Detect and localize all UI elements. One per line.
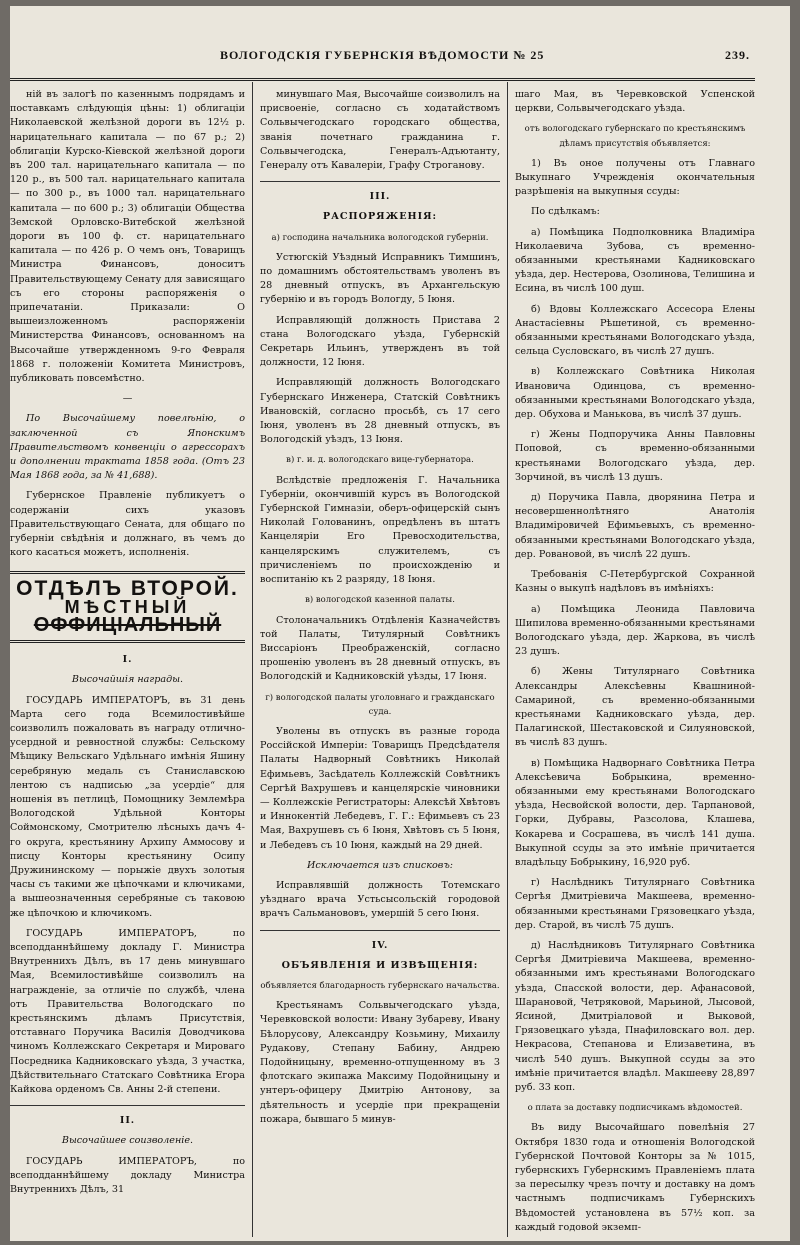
column-3 bbox=[515, 88, 755, 1238]
section-title-block bbox=[10, 571, 245, 644]
paragraph: а) Помѣщика Леонида Павловича Шипилова временно-обязанными крестьянами Вологодскаго уѣзда, дер. Жаркова, въ числѣ 23 душъ. bbox=[515, 603, 755, 658]
header-rule bbox=[10, 78, 755, 81]
paragraph: шаго Мая, въ Черевковской Успенской церкви, Сольвычегодскаго уѣзда. bbox=[515, 89, 755, 115]
paragraph: Требованія С-Петербургской Сохранной Казны о выкупѣ надѣловъ въ имѣніяхъ: bbox=[515, 569, 755, 595]
paragraph: в) Коллежскаго Совѣтника Николая Ивановича Одинцова, съ временно-обязанными крестьянами Вологодскаго уѣзда, дер. Обухова и Манькова, въ числѣ 37 душъ. bbox=[515, 366, 755, 421]
paragraph: Исправлявшій должность Тотемскаго уѣзднаго врача Устьсысольскій городовой врачъ Сальманововъ, умершій 5 сего Іюня. bbox=[260, 879, 500, 920]
paragraph: б) Жены Титулярнаго Совѣтника Александры Алексѣевны Квашниной-Самариной, съ временно-обязанными крестьянами Кадниковскаго уѣзда, дер. Палагинской, Шестаковской и Силуяновской, въ числѣ 83 душъ. bbox=[515, 666, 755, 749]
section-heading: РАСПОРЯЖЕНІЯ: bbox=[322, 211, 438, 223]
section-heading: ОБЪЯВЛЕНІЯ И ИЗВѢЩЕНІЯ: bbox=[281, 959, 479, 971]
separator-dash: — bbox=[122, 393, 133, 405]
paragraph: в) Помѣщика Надворнаго Совѣтника Петра Алексѣевича Бобрыкина, временно-обязанными ему крестьянами Вологодскаго уѣзда, Несвойской волости, дер. Тарпановой, Горки, Дубравы, Разсолова, Клашева, Кокарева и Сосрашева, въ числѣ 141 душа. Выкупной ссуды за это имѣніе причитается владѣльцу Бобрыкину, 16,920 руб. bbox=[515, 757, 755, 868]
newspaper-title: ВОЛОГОДСКІЯ ГУБЕРНСКІЯ ВѢДОМОСТИ № 25 bbox=[220, 48, 545, 62]
divider bbox=[10, 1105, 245, 1106]
section-number: I. bbox=[122, 654, 133, 666]
paragraph: 1) Въ оное получены отъ Главнаго Выкупнаго Учрежденія окончательныя разрѣшенія на выкупныя ссуды: bbox=[515, 157, 755, 198]
section-title: ОТДѢЛЪ ВТОРОЙ. bbox=[16, 576, 239, 600]
paragraph: По сдѣлкамъ: bbox=[531, 206, 600, 218]
subsection-heading: отъ вологодскаго губернскаго по крестьянскимъ дѣламъ присутствія объявляется: bbox=[524, 124, 746, 149]
subsection-heading: г) вологодской палаты уголовнаго и гражданскаго суда. bbox=[265, 692, 495, 717]
section-subtitle: ОФФИЦІАЛЬНЫЙ bbox=[33, 613, 222, 636]
paragraph: Губернское Правленіе публикуетъ о содержаніи сихъ указовъ Правительствующаго Сената, для общаго по губерніи свѣдѣнія и должнаго, въ чемъ до кого касаться можетъ, исполненія. bbox=[10, 490, 245, 559]
section-number: II. bbox=[119, 1115, 136, 1127]
subsection-heading: в) вологодской казенной палаты. bbox=[305, 595, 455, 606]
column-2 bbox=[260, 88, 500, 1238]
paragraph: По Высочайшему повелѣнію, о заключенной съ Японскимъ Правительствомъ конвенціи о агрессорахъ и дополнении трактата 1858 года. (Отъ 23 Мая 1868 года, за № 41,688). bbox=[10, 413, 245, 482]
paragraph: Уволены въ отпускъ въ разные города Россійской Имперіи: Товарищъ Предсѣдателя Палаты Надворный Совѣтникъ Николай Ефимьевъ, Засѣдатель Коллежскій Совѣтникъ Сергѣй Вахрушевъ и канцелярскіе чиновники — Коллежскіе Регистраторы: Алексѣй Хвѣтовъ и Иннокентій Лебедевъ, Г. Г.: Ефимьевъ съ 23 Мая, Вахрушевъ съ 6 Іюня, Хвѣтовъ съ 5 Іюня, и Лебедевъ съ 10 Іюня, каждый на 29 дней. bbox=[260, 725, 500, 851]
paragraph: Вслѣдствіе предложенія Г. Начальника Губерніи, окончившій курсъ въ Вологодской Губернской Гимназіи, оберъ-офицерскій сынъ Николай Голованинъ, опредѣленъ въ штатъ Канцеляріи Его Превосходительства, канцелярскимъ служителемъ, съ причисленіемъ по происхожденію и воспитанію къ 2 разряду, 18 Іюня. bbox=[260, 474, 500, 586]
section-subtitle: МѢСТНЫЙ bbox=[64, 596, 191, 617]
column-divider bbox=[252, 82, 253, 1237]
subsection-heading: в) г. и. д. вологодскаго вице-губернатора. bbox=[286, 455, 474, 466]
divider bbox=[260, 181, 500, 182]
paragraph: ГОСУДАРЬ ИМПЕРАТОРЪ, въ 31 день Марта сего года Всемилостивѣйше соизволилъ пожаловать въ награду отлично-усердной и ревностной службы: Сельскому Мѣщику Вельскаго Удѣльнаго имѣнія Яшину серебряную медаль съ Станиславскою лентою съ надписью „за усердіе“ для ношенія въ петлицѣ, Помощнику Землемѣра Вологодской Удѣльной Конторы Соймонскому, Смотрителю лѣсныхъ дачъ 4-го округа, крестьянину Архипу Аммосову и писцу Конторы крестьянину Осипу Дружининскому — порыжіе двухъ золотыя часы съ такими же цѣпочками и ключиками, а вышеозначенныя серебряные съ таковою же цѣпочкою и ключикомъ. bbox=[10, 694, 245, 919]
subsection-heading: Исключается изъ списковъ: bbox=[307, 859, 453, 871]
paragraph: Устюгскій Уѣздный Исправникъ Тимшинъ, по домашнимъ обстоятельствамъ уволенъ въ 28 дневный отпускъ, въ Архангельскую губернію и въ городъ Вологду, 5 Іюня. bbox=[260, 251, 500, 306]
paragraph: б) Вдовы Коллежскаго Ассесора Елены Анастасіевны Рѣшетиной, съ временно-обязанными крестьянами Вологодскаго уѣзда, сельца Сусловскаго, въ числѣ 27 душъ. bbox=[515, 303, 755, 358]
paragraph: г) Жены Подпоручика Анны Павловны Поповой, съ временно-обязанными крестьянами Вологодскаго уѣзда, дер. Зорчиной, въ числѣ 13 душъ. bbox=[515, 429, 755, 483]
section-heading: Высочайшее соизволеніе. bbox=[61, 1135, 194, 1147]
subsection-heading: объявляется благодарность губернскаго начальства. bbox=[260, 980, 500, 991]
paragraph: Исправляющій должность Пристава 2 стана Вологодскаго уѣзда, Губернскій Секретарь Ильинъ, утвержденъ въ той должности, 12 Іюня. bbox=[260, 314, 500, 369]
column-1 bbox=[10, 88, 245, 1238]
paragraph: ГОСУДАРЬ ИМПЕРАТОРЪ, по всеподданнѣйшему докладу Г. Министра Внутреннихъ Дѣлъ, въ 17 день минувшаго Мая, Всемилостивѣйше соизволилъ на награжденіе, за отличіе по службѣ, члена отъ Правительства Вологодскаго по крестьянскимъ дѣламъ Присутствія, отставнаго Поручика Василія Доводчикова чиномъ Коллежскаго Секретаря и Мироваго Посредника Кадниковскаго уѣзда, 3 участка, Дѣйствительнаго Статскаго Совѣтника Егора Кайкова орденомъ Св. Анны 2-й степени. bbox=[10, 927, 245, 1095]
paragraph: Крестьянамъ Сольвычегодскаго уѣзда, Черевковской волости: Ивану Зубареву, Ивану Бѣлорусову, Александру Козьмину, Михаилу Рудакову, Степану Бабину, Андрею Подойницыну, временно-отпущенному въ 3 флотскаго экипажа Максиму Подойницыну и унтеръ-офицеру Дмитрію Антонову, за дѣятельность и усердіе при прекращеніи пожара, бывшаго 5 минув- bbox=[260, 1000, 500, 1125]
paragraph: Исправляющій должность Вологодскаго Губернскаго Инженера, Статскій Совѣтникъ Ивановскій, согласно просьбѣ, съ 17 сего Іюня, уволенъ въ 28 дневный отпускъ, въ Вологодскій уѣздъ, 13 Іюня. bbox=[260, 377, 500, 446]
page-number: 239. bbox=[725, 48, 750, 62]
paragraph: ГОСУДАРЬ ИМПЕРАТОРЪ, по всеподданнѣйшему докладу Министра Внутреннихъ Дѣлъ, 31 bbox=[10, 1155, 245, 1196]
paragraph: Столоначальникъ Отдѣленія Казначействъ той Палаты, Титулярный Совѣтникъ Виссаріонъ Преображенскій, согласно прошенію уволенъ въ 28 дневный отпускъ, въ Вологодскій и Кадниковскій уѣзды, 17 Іюня. bbox=[260, 614, 500, 683]
divider bbox=[260, 930, 500, 931]
paragraph: д) Наслѣдниковъ Титулярнаго Совѣтника Сергѣя Дмитріевича Макшеева, временно-обязанными имъ крестьянами Вологодскаго уѣзда, Спасской волости, дер. Афанасовой, Шарановой, Четряковой, Марьиной, Лысовой, Ясиной, Дмитріаловой и Выковой, Грязовецкаго уѣзда, Пнафиловскаго вол. дер. Некрасова, Степанова и Елизаветина, въ числѣ 540 душъ. Выкупной ссуды за это имѣніе причитается владѣл. Макшееву 28,897 руб. 33 коп. bbox=[515, 939, 755, 1093]
section-heading: Высочайшія награды. bbox=[71, 674, 184, 686]
paragraph: минувшаго Мая, Высочайше соизволилъ на присвоеніе, согласно съ ходатайствомъ Сольвычегодскаго городскаго общества, званія почетнаго гражданина г. Сольвычегодска, Генералъ-Адъютанту, Генералу отъ Кавалеріи, Графу Строганову. bbox=[260, 89, 500, 172]
paragraph: Въ виду Высочайшаго повелѣнія 27 Октября 1830 года и отношенія Вологодской Губернской Почтовой Конторы за № 1015, губернскихъ Губернскимъ Правленіемъ плата за пересылку чрезъ почту и доставку на домъ частнымъ подписчикамъ Губернскихъ Вѣдомостей установлена въ 57½ коп. за каждый годовой экземп- bbox=[515, 1122, 755, 1233]
paragraph: г) Наслѣдникъ Титулярнаго Совѣтника Сергѣя Дмитріевича Макшеева, временно-обязанными крестьянами Грязовецкаго уѣзда, дер. Старой, въ числѣ 75 душъ. bbox=[515, 877, 755, 931]
column-divider bbox=[507, 82, 508, 1237]
section-number: III. bbox=[369, 191, 391, 203]
subsection-heading: о плата за доставку подписчикамъ вѣдомостей. bbox=[527, 1103, 743, 1114]
page-header bbox=[10, 42, 750, 66]
subsection-heading: а) господина начальника вологодской губерніи. bbox=[271, 232, 489, 243]
paragraph: д) Поручика Павла, дворянина Петра и несовершеннолѣтняго Анатолія Владиміровичей Ефимьевыхъ, съ временно-обязанными крестьянами Вологодскаго уѣзда, дер. Ровановой, въ числѣ 22 душъ. bbox=[515, 492, 755, 560]
section-number: IV. bbox=[371, 939, 389, 951]
newspaper-page bbox=[10, 6, 790, 1241]
paragraph: ній въ залогѣ по казеннымъ подрядамъ и поставкамъ слѣдующія цѣны: 1) облигаціи Николаевской желѣзной дороги въ 12½ р. нарицательнаго капитала — по 67 р.; 2) облигаціи Курско-Кіевской желѣзной дороги въ 200 тал. нарицательнаго капитала — по 120 р., въ 500 тал. нарицательнаго капитала — по 300 р., въ 1000 тал. нарицательнаго капитала — по 600 р.; 3) облигаціи Общества Земской Орловско-Витебской желѣзной дороги въ 100 ф. ст. нарицательнаго капитала — по 426 р. О чемъ онъ, Товарищъ Министра Финансовъ, доноситъ Правительствующему Сенату для зависящаго съ его стороны распоряженія о припечатаніи. Приказали: О вышеизложенномъ распоряженіи Министерства Финансовъ, основанномъ на Высочайше утвержденномъ 9-го Февраля 1868 г. положеніи Комитета Министровъ, публиковать повсемѣстно. bbox=[10, 89, 245, 385]
paragraph: а) Помѣщика Подполковника Владиміра Николаевича Зубова, съ временно-обязанными крестьянами Кадниковскаго уѣзда, дер. Нестерова, Озолинова, Телишина и Есина, въ числѣ 100 душ. bbox=[515, 226, 755, 295]
